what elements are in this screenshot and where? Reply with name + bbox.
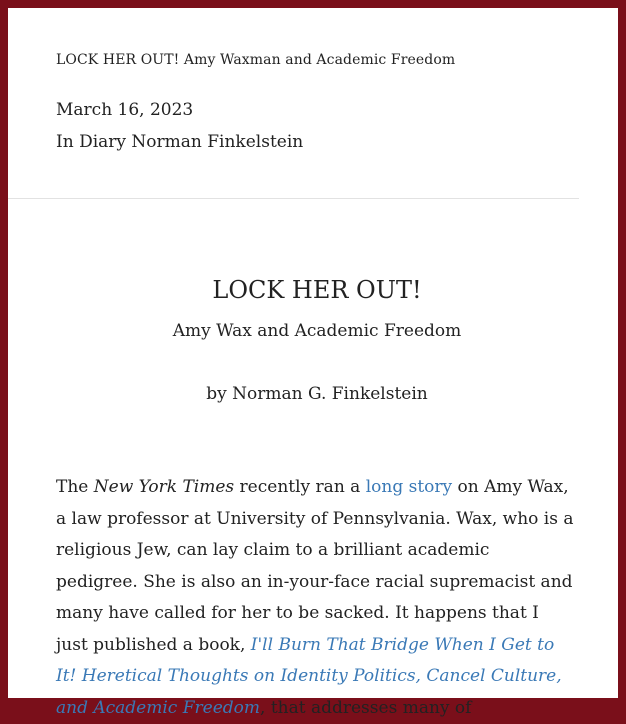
paragraph-text: recently ran a bbox=[234, 477, 366, 497]
article-subtitle: Amy Wax and Academic Freedom bbox=[172, 321, 462, 341]
publication-name: New York Times bbox=[93, 477, 235, 497]
page-frame bbox=[8, 8, 618, 718]
post-category[interactable]: In Diary Norman Finkelstein bbox=[56, 132, 304, 152]
post-date: March 16, 2023 bbox=[56, 100, 194, 120]
article-heading: LOCK HER OUT! bbox=[212, 276, 422, 304]
article-byline: by Norman G. Finkelstein bbox=[206, 384, 428, 404]
paragraph-text: on Amy Wax, a law professor at University of Pennsylvania. Wax, who is a religious Jew, can lay claim to a brilliant academic pedigree. She is also an in-your-face racial supremacist and many have called for her to be sacked. It happens that I just published a book, bbox=[56, 477, 574, 655]
post-title[interactable]: LOCK HER OUT! Amy Waxman and Academic Freedom bbox=[56, 52, 456, 68]
paragraph-text: , that addresses many of bbox=[260, 697, 472, 718]
divider bbox=[8, 198, 579, 199]
long-story-link[interactable]: long story bbox=[365, 477, 453, 497]
article-paragraph bbox=[56, 472, 576, 724]
book-title-link[interactable]: I'll Burn That Bridge When I Get to It! Heretical Thoughts on Identity Politics, Cancel Culture, and Academic Freedom bbox=[56, 634, 562, 718]
paragraph-text: The bbox=[56, 477, 94, 497]
